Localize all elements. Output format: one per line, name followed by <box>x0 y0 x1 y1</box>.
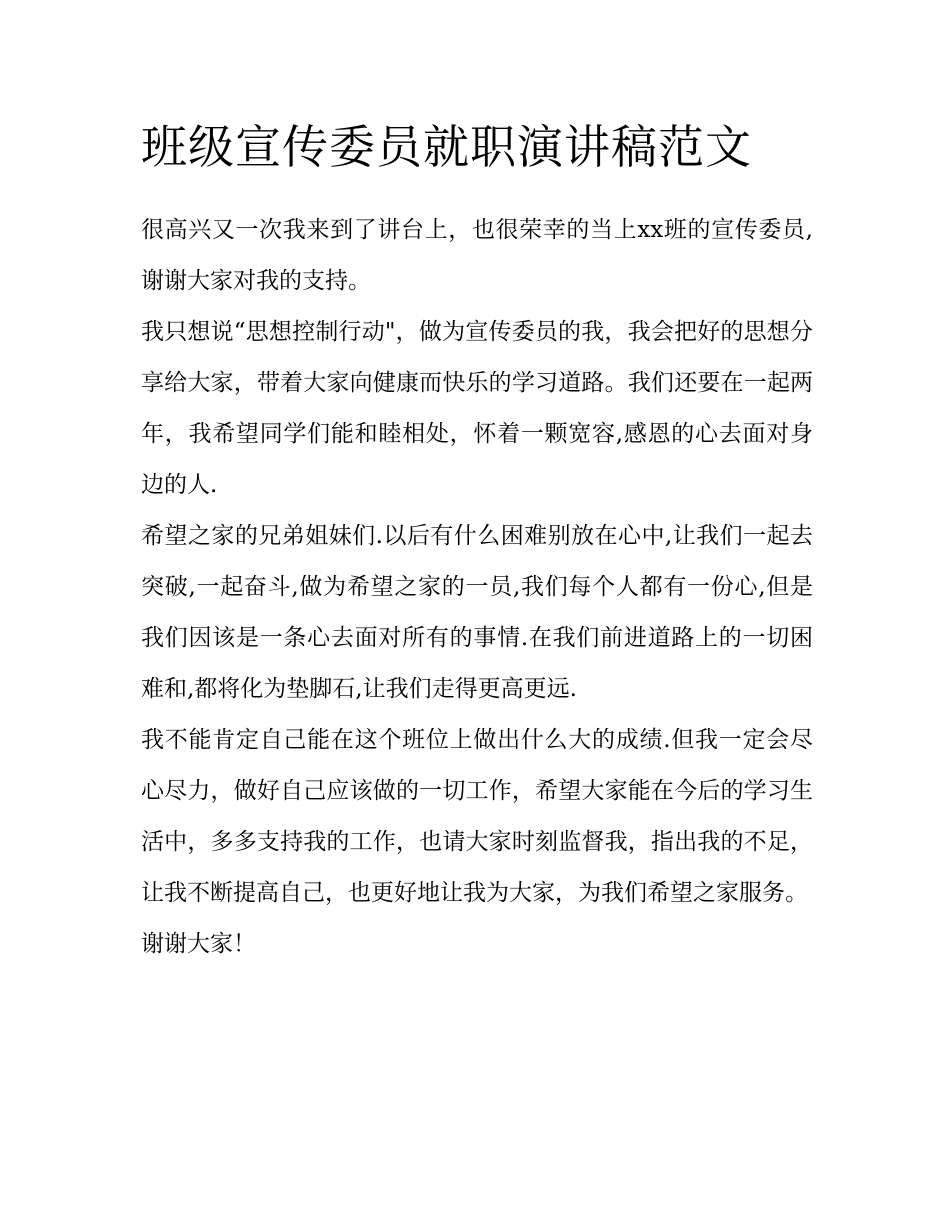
paragraph-4: 我不能肯定自己能在这个班位上做出什么大的成绩.但我一定会尽心尽力，做好自己应该做的一切工作，希望大家能在今后的学习生活中，多多支持我的工作，也请大家时刻监督我，指出我的不足，让我不断提高自己，也更好地让我为大家，为我们希望之家服务。 <box>141 727 813 906</box>
paragraph-1: 很高兴又一次我来到了讲台上，也很荣幸的当上xx班的宣传委员,谢谢大家对我的支持。 <box>141 217 813 294</box>
document-title: 班级宣传委员就职演讲稿范文 <box>141 120 752 174</box>
document-body <box>141 112 813 970</box>
paragraph-2: 我只想说“思想控制行动"，做为宣传委员的我，我会把好的思想分享给大家，带着大家向健康而快乐的学习道路。我们还要在一起两年，我希望同学们能和睦相处，怀着一颗宽容,感恩的心去面对身边的人. <box>141 319 813 498</box>
paragraph-5: 谢谢大家！ <box>141 931 256 957</box>
paragraph-3: 希望之家的兄弟姐妹们.以后有什么困难别放在心中,让我们一起去突破,一起奋斗,做为希望之家的一员,我们每个人都有一份心,但是我们因该是一条心去面对所有的事情.在我们前进道路上的一切困难和,都将化为垫脚石,让我们走得更高更远. <box>141 523 813 702</box>
